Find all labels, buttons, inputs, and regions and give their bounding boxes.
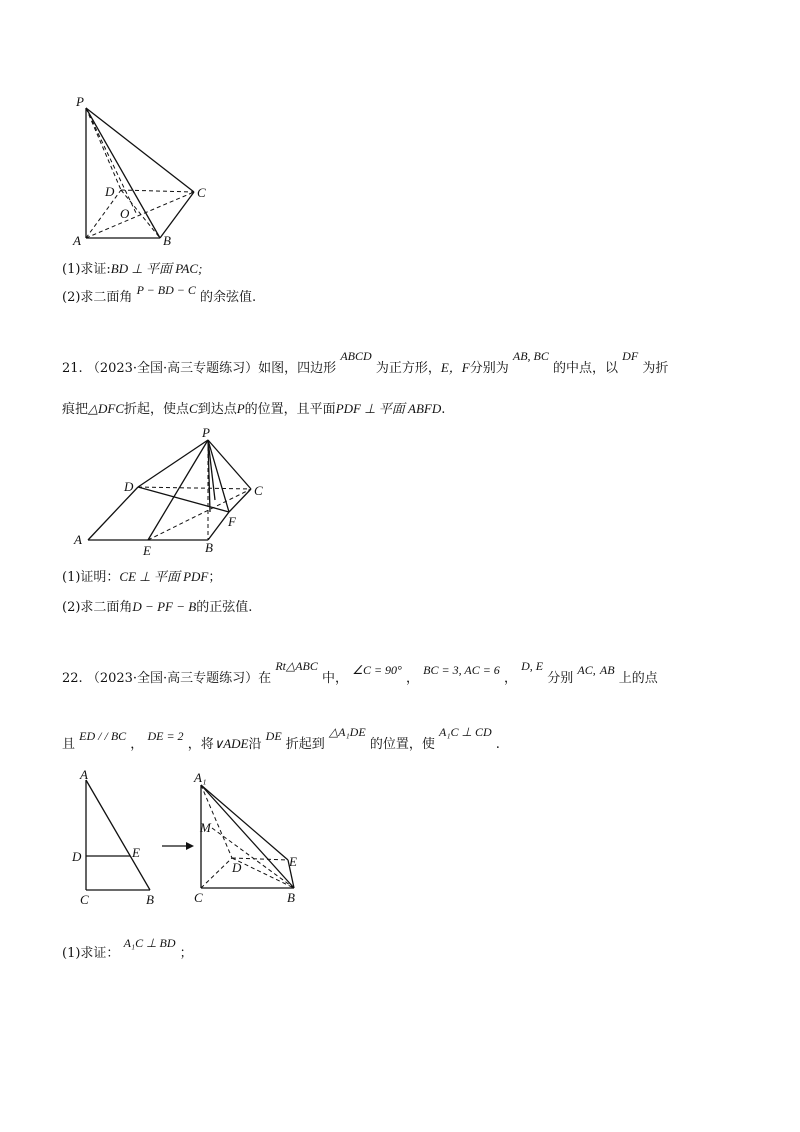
right-edge-cd: [201, 858, 232, 888]
label-d: D: [124, 479, 134, 494]
left-label-a: A: [80, 767, 88, 782]
q21-part1: (1)证明：CE ⊥ 平面 PDF；: [62, 569, 222, 585]
left-label-b: B: [146, 892, 154, 907]
q22-line1: 22. （2023·全国·高三专题练习）在 Rt△ABC 中， ∠C = 90° ， BC = 3, AC = 6 ， D, E 分别 AC, AB 上的点: [62, 659, 658, 686]
arrow-icon: [162, 842, 194, 850]
right-label-d: D: [232, 860, 242, 875]
q20-part2: (2)求二面角 P − BD − C 的余弦值.: [62, 283, 257, 305]
right-label-m: M: [200, 820, 211, 835]
left-edge-ab: [86, 780, 150, 890]
right-label-b: B: [287, 890, 295, 905]
q21-line2: 痕把△DFC折起，使点C到达点P的位置，且平面PDF ⊥ 平面 ABFD.: [62, 401, 446, 417]
right-edge-a1b: [201, 785, 294, 888]
right-label-e: E: [289, 854, 297, 869]
q22-line2: 且 ED / / BC ， DE = 2 ，将∨ADE沿 DE 折起到 △A₁DE 的位置，使 A₁C ⊥ CD .: [62, 725, 500, 752]
label-b: B: [205, 540, 213, 555]
left-label-e: E: [132, 845, 140, 860]
label-e: E: [143, 543, 151, 558]
label-a: A: [74, 532, 82, 547]
right-edge-mb: [212, 828, 294, 888]
right-edge-a1e: [201, 785, 288, 860]
label-b: B: [163, 233, 171, 248]
label-c: C: [254, 483, 263, 498]
label-c: C: [197, 185, 206, 200]
label-f: F: [228, 514, 236, 529]
label-o: O: [120, 206, 130, 221]
right-label-c: C: [194, 890, 203, 905]
label-p: P: [202, 425, 210, 440]
label-d: D: [105, 184, 115, 199]
right-label-a1: A₁: [194, 770, 207, 785]
q21-part2: (2)求二面角D − PF − B的正弦值.: [62, 599, 253, 615]
left-label-d: D: [72, 849, 82, 864]
q22-part1: (1)求证： A₁C ⊥ BD ；: [62, 936, 193, 961]
q21-line1: 21. （2023·全国·高三专题练习）如图，四边形 ABCD 为正方形，E，F分别为 AB, BC 的中点，以 DF 为折: [62, 349, 669, 376]
q20-part1: (1)求证:BD ⊥ 平面 PAC;: [62, 261, 203, 277]
label-p: P: [76, 94, 84, 109]
label-a: A: [73, 233, 81, 248]
left-label-c: C: [80, 892, 89, 907]
